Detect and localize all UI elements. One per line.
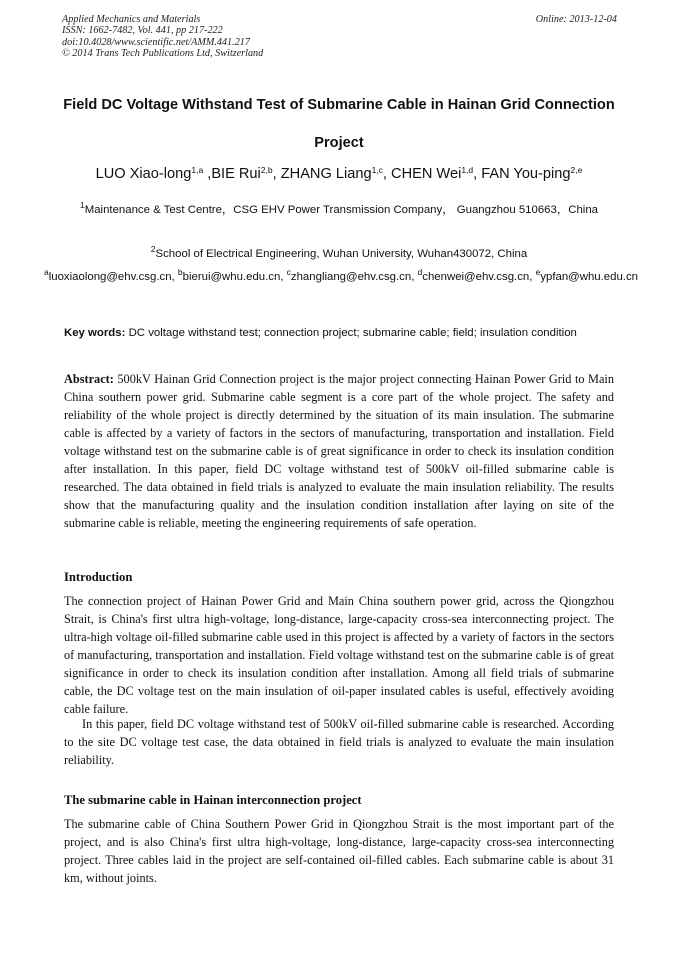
email-mark: b (177, 267, 183, 277)
author-name: FAN You-ping (481, 166, 571, 182)
email-mark: e (535, 267, 541, 277)
abstract-block (64, 370, 614, 532)
email-link[interactable]: ypfan@whu.edu.cn (540, 271, 639, 283)
author-affiliation-mark: 1,a (191, 165, 204, 175)
journal-copyright: © 2014 Trans Tech Publications Ltd, Switzerland (62, 48, 264, 60)
author-name: LUO Xiao-long (95, 166, 192, 182)
author-name: BIE Rui (211, 166, 261, 182)
author-affiliation-mark: 2,b (260, 165, 273, 175)
email-link[interactable]: zhangliang@ehv.csg.cn (290, 271, 412, 283)
email-mark: c (286, 267, 291, 277)
author-affiliation-mark: 1,c (371, 165, 383, 175)
email-mark: d (417, 267, 423, 277)
author-emails: $^a$luoxiaolong@ehv.csg.cn, $^b$bierui@whu.edu.cn, $^c$zhangliang@ehv.csg.cn, $^d$chenwei@ehv.csg.cn, $^e$ypfan@whu.edu.cn (44, 267, 639, 283)
email-mark: a (44, 267, 49, 277)
paper-title: Field DC Voltage Withstand Test of Submarine Cable in Hainan Grid Connection Project (63, 97, 615, 151)
journal-issn: ISSN: 1662-7482, Vol. 441, pp 217-222 (62, 25, 223, 37)
affiliation-text: Maintenance & Test Centre，CSG EHV Power Transmission Company， Guangzhou 510663，China (84, 204, 598, 216)
keywords-label: Key words: (64, 327, 126, 339)
journal-info (62, 14, 617, 60)
submarine-cable-heading: The submarine cable in Hainan interconnection project (64, 793, 362, 807)
journal-header (62, 14, 617, 60)
affiliation-mark: 2 (150, 244, 156, 254)
author-affiliation-mark: 2,e (570, 165, 583, 175)
introduction-heading: Introduction (64, 570, 133, 584)
abstract-text: 500kV Hainan Grid Connection project is the major project connecting Hainan Power Grid to Main China southern power grid. Submarine cable segment is a core part of the whole project. The safety and reliability of the whole project is directly determined by the situation of its main insulation. The submarine cable is affected by a variety of factors in the sectors of manufacturing, transportation and installation. Field voltage withstand test on the submarine cable is of great significance in order to check its insulation condition after installation. In this paper, field DC voltage withstand test of 500kV oil-filled submarine cable is researched. The data obtained in field trials is analyzed to evaluate the main insulation reliability. The results show that the manufacturing quality and the insulation condition installation after laying on site of the submarine cable is reliable, meeting the engineering requirements of safe operation. (64, 372, 615, 530)
introduction-paragraph: The connection project of Hainan Power Grid and Main China southern power grid, across the Qiongzhou Strait, is China's first ultra high-voltage, long-distance, large-capacity cross-sea interconnecting project. The ultra-high voltage oil-filled submarine cable used in this project is affected by a variety of factors in the sectors of manufacturing, transportation and installation. Field voltage withstand test on the submarine cable is of great significance in order to check its insulation condition after installation. Among all field trials of submarine cable, the DC voltage test on the main insulation of oil-paper insulated cables is useful, effectively avoiding cable failure. (64, 594, 614, 716)
affiliation-2 (44, 245, 634, 263)
online-date: Online: 2013-12-04 (535, 14, 617, 25)
author-name: ZHANG Liang (280, 166, 372, 182)
affiliation-mark: 1 (80, 200, 85, 210)
author-list: LUO Xiao-long$^{1,a}$ ,BIE Rui$^{2,b}$, ZHANG Liang$^{1,c}$, CHEN Wei$^{1,d}$, FAN You-ping$^{2,e}$ (95, 165, 583, 182)
affiliation-text: School of Electrical Engineering, Wuhan University, Wuhan430072, China (155, 248, 528, 260)
email-link[interactable]: luoxiaolong@ehv.csg.cn (48, 271, 172, 283)
email-link[interactable]: bierui@whu.edu.cn (182, 271, 281, 283)
introduction-paragraph: In this paper, field DC voltage withstand test of 500kV oil-filled submarine cable is researched. According to the site DC voltage test case, the data obtained in field trials is analyzed to evaluate the main insulation reliability. (64, 717, 614, 767)
keywords-text: DC voltage withstand test; connection project; submarine cable; field; insulation condition (128, 327, 577, 339)
journal-name: Applied Mechanics and Materials (62, 14, 201, 25)
affiliation-1 (44, 201, 634, 219)
author-name: CHEN Wei (391, 166, 462, 182)
submarine-cable-paragraph: The submarine cable of China Southern Power Grid in Qiongzhou Strait is the most important part of the project, and is also China's first ultra high-voltage, long-distance, large-capacity cross-sea interconnecting project. Three cables laid in the project are self-contained oil-filled cables. Each submarine cable is about 31 km, without joints. (64, 817, 614, 885)
abstract-label: Abstract: (64, 372, 114, 386)
email-link[interactable]: chenwei@ehv.csg.cn (422, 271, 530, 283)
journal-doi: doi:10.4028/www.scientific.net/AMM.441.217 (62, 36, 250, 48)
author-affiliation-mark: 1,d (461, 165, 474, 175)
keywords-block (64, 325, 614, 342)
